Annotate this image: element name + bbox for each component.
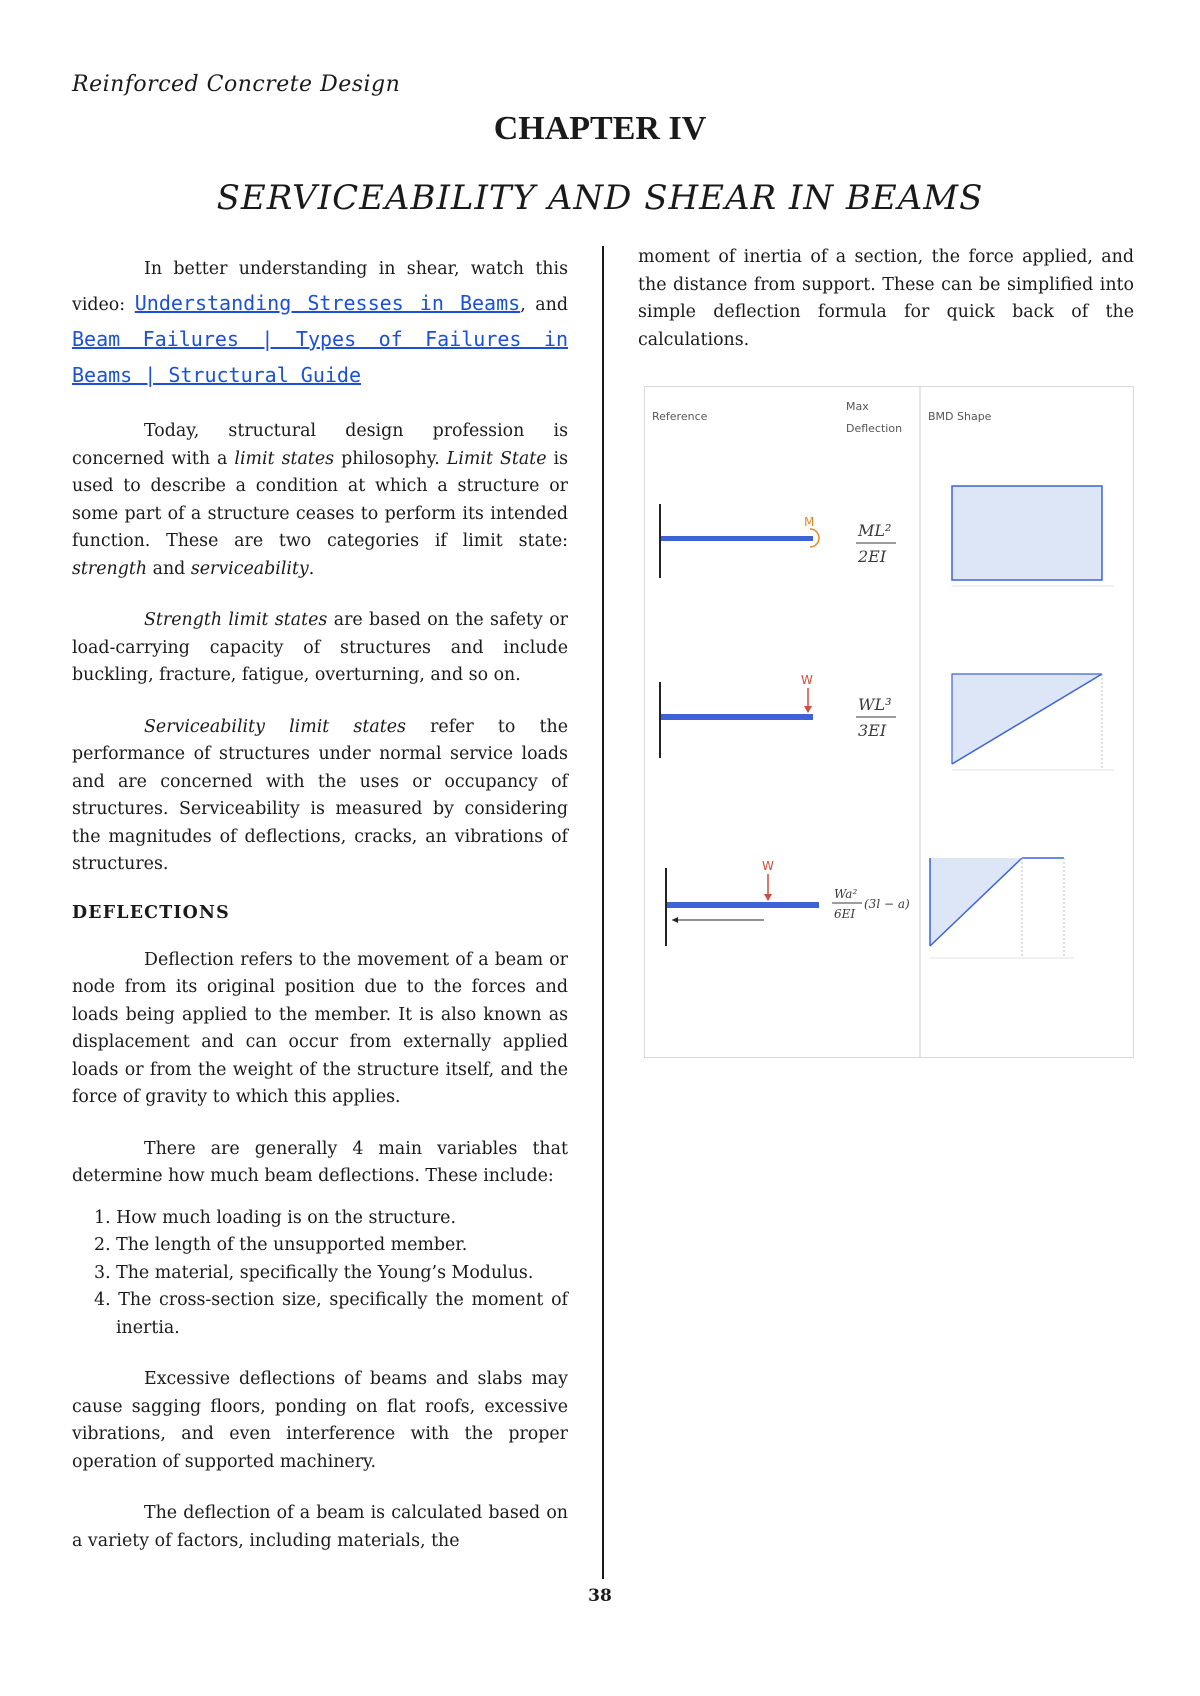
bmd-1 <box>952 486 1102 580</box>
load-label-2: W <box>801 673 813 687</box>
formula-3-denominator: 6EI <box>834 907 856 921</box>
col-header-reference: Reference <box>652 410 708 423</box>
beam-2 <box>661 714 813 720</box>
deflections-heading: DEFLECTIONS <box>72 902 230 923</box>
intro-paragraph: In better understanding in shear, watch this video: Understanding Stresses in Beams, and Beam Failures | Types of Failures in Beams | Structural Guide <box>72 259 569 387</box>
excessive-deflection-paragraph: Excessive deflections of beams and slabs may cause sagging floors, ponding on flat roofs, excessive vibrations, and even interference with the proper operation of supported machinery. <box>72 1369 568 1472</box>
list-item: 3. The material, specifically the Young’s Modulus. <box>94 1262 534 1283</box>
formula-2-denominator: 3EI <box>858 721 887 740</box>
load-label-3: W <box>762 859 774 873</box>
deflection-table-svg <box>644 386 1134 1058</box>
video-link-stresses[interactable]: Understanding Stresses in Beams <box>134 291 521 315</box>
formula-3-numerator: Wa² <box>834 887 858 901</box>
col-header-bmd: BMD Shape <box>928 410 992 423</box>
variables-paragraph: There are generally 4 main variables that determine how much beam deflections. These include: <box>72 1138 568 1186</box>
strength-limit-paragraph: Strength limit states are based on the safety or load-carrying capacity of structures and include buckling, fracture, fatigue, overturning, and so on. <box>72 610 568 685</box>
col-header-max-1: Max <box>846 400 869 413</box>
deflection-calc-continued: moment of inertia of a section, the force applied, and the distance from support. These can be simplified into simple deflection formula for quick back of the calculations. <box>638 247 1134 350</box>
left-column <box>72 252 568 1555</box>
variables-list <box>72 1205 568 1343</box>
deflection-definition-paragraph: Deflection refers to the movement of a beam or node from its original position due to the forces and loads being applied to the member. It is also known as displacement and can occur from externally applied loads or from the weight of the structure itself, and the force of gravity to which this applies. <box>72 949 568 1107</box>
beam-3 <box>667 902 819 908</box>
formula-2-numerator: WL³ <box>858 695 892 714</box>
list-item: 2. The length of the unsupported member. <box>94 1235 468 1255</box>
video-link-beam-failures[interactable]: Beam Failures | Types of Failures in Beams | Structural Guide <box>72 327 568 387</box>
load-label-1: M <box>804 515 815 529</box>
right-column <box>638 244 1134 354</box>
chapter-title: CHAPTER IV <box>493 110 707 147</box>
chapter-subtitle: SERVICEABILITY AND SHEAR IN BEAMS <box>216 178 984 218</box>
column-divider <box>602 246 604 1579</box>
formula-1-denominator: 2EI <box>858 547 887 566</box>
deflection-table-figure <box>644 386 1134 1058</box>
serviceability-limit-paragraph: Serviceability limit states refer to the performance of structures under normal service loads and are concerned with the uses or occupancy of structures. Serviceability is measured by considering the magnitudes of deflections, cracks, an vibrations of structures. <box>72 716 568 874</box>
col-header-max-2: Deflection <box>846 422 903 435</box>
formula-1-numerator: ML² <box>858 521 892 540</box>
page-number: 38 <box>588 1586 612 1606</box>
deflection-calc-paragraph: The deflection of a beam is calculated based on a variety of factors, including materials, the <box>72 1503 568 1551</box>
formula-3-suffix: (3l − a) <box>864 897 910 911</box>
running-header: Reinforced Concrete Design <box>72 72 401 97</box>
beam-1 <box>661 536 813 541</box>
list-item: 4. The cross-section size, specifically the moment of inertia. <box>94 1290 568 1338</box>
limit-states-paragraph: Today, structural design profession is concerned with a limit states philosophy. Limit State is used to describe a condition at which a structure or some part of a structure ceases to perform its intended function. These are two categories if limit state: strength and serviceability. <box>72 421 569 579</box>
list-item: 1. How much loading is on the structure. <box>94 1207 456 1228</box>
